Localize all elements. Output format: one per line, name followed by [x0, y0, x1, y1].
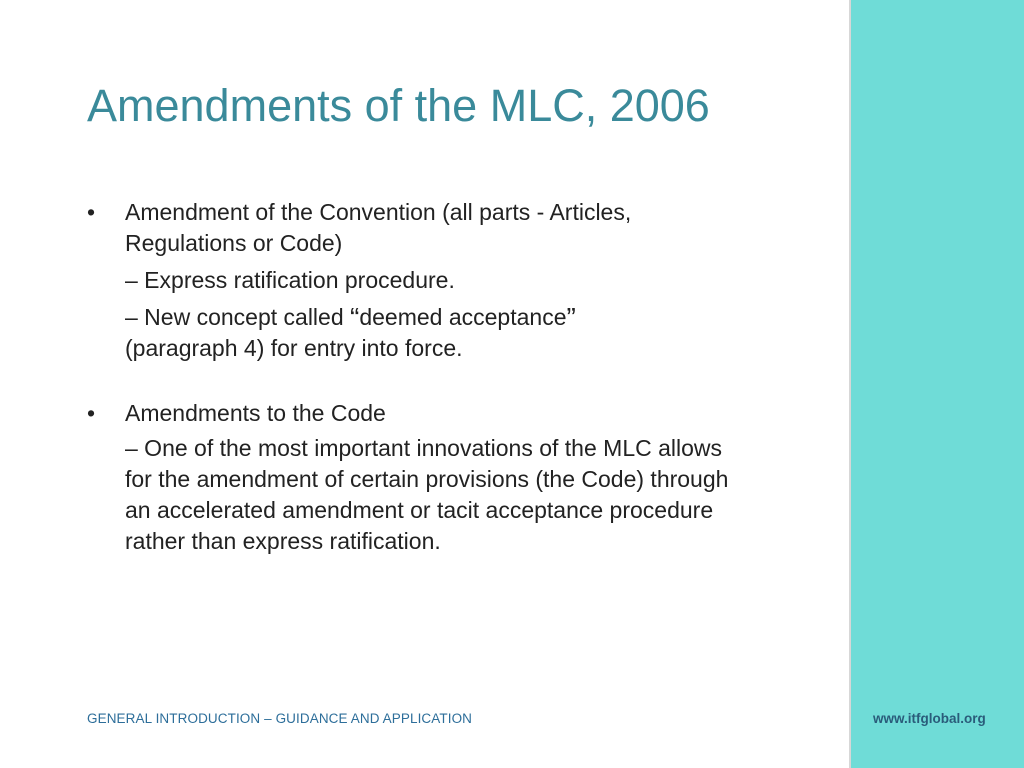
- slide-title: Amendments of the MLC, 2006: [87, 80, 710, 131]
- bullet-text: Amendments to the Code: [125, 400, 386, 426]
- bullet-item-code: [87, 398, 747, 429]
- footer-website-link[interactable]: www.itfglobal.org: [873, 711, 986, 726]
- bullet-item-convention: [87, 197, 747, 259]
- bullet-icon: •: [87, 199, 96, 225]
- sub-item-deemed-acceptance: [87, 302, 747, 364]
- sub-item-prefix: – New concept called: [125, 304, 351, 330]
- sub-item-express-ratification: – Express ratification procedure.: [125, 267, 455, 293]
- bullet-text: Amendment of the Convention (all parts - Articles, Regulations or Code): [125, 199, 632, 256]
- sub-item-innovations: – One of the most important innovations of the MLC allows for the amendment of certain provisions (the Code) through an accelerated amendment or tacit acceptance procedure rather than express ratification.: [125, 435, 729, 554]
- slide-body: [87, 197, 747, 557]
- sub-item-suffix: (paragraph 4) for entry into force.: [125, 335, 463, 361]
- close-quote: ”: [566, 302, 576, 333]
- quoted-term: deemed acceptance: [359, 304, 567, 330]
- side-panel: [849, 0, 1024, 768]
- footer-section-title: GENERAL INTRODUCTION – GUIDANCE AND APPLICATION: [87, 711, 473, 726]
- open-quote: “: [350, 302, 360, 333]
- spacer: [87, 364, 747, 398]
- bullet-icon: •: [87, 400, 96, 426]
